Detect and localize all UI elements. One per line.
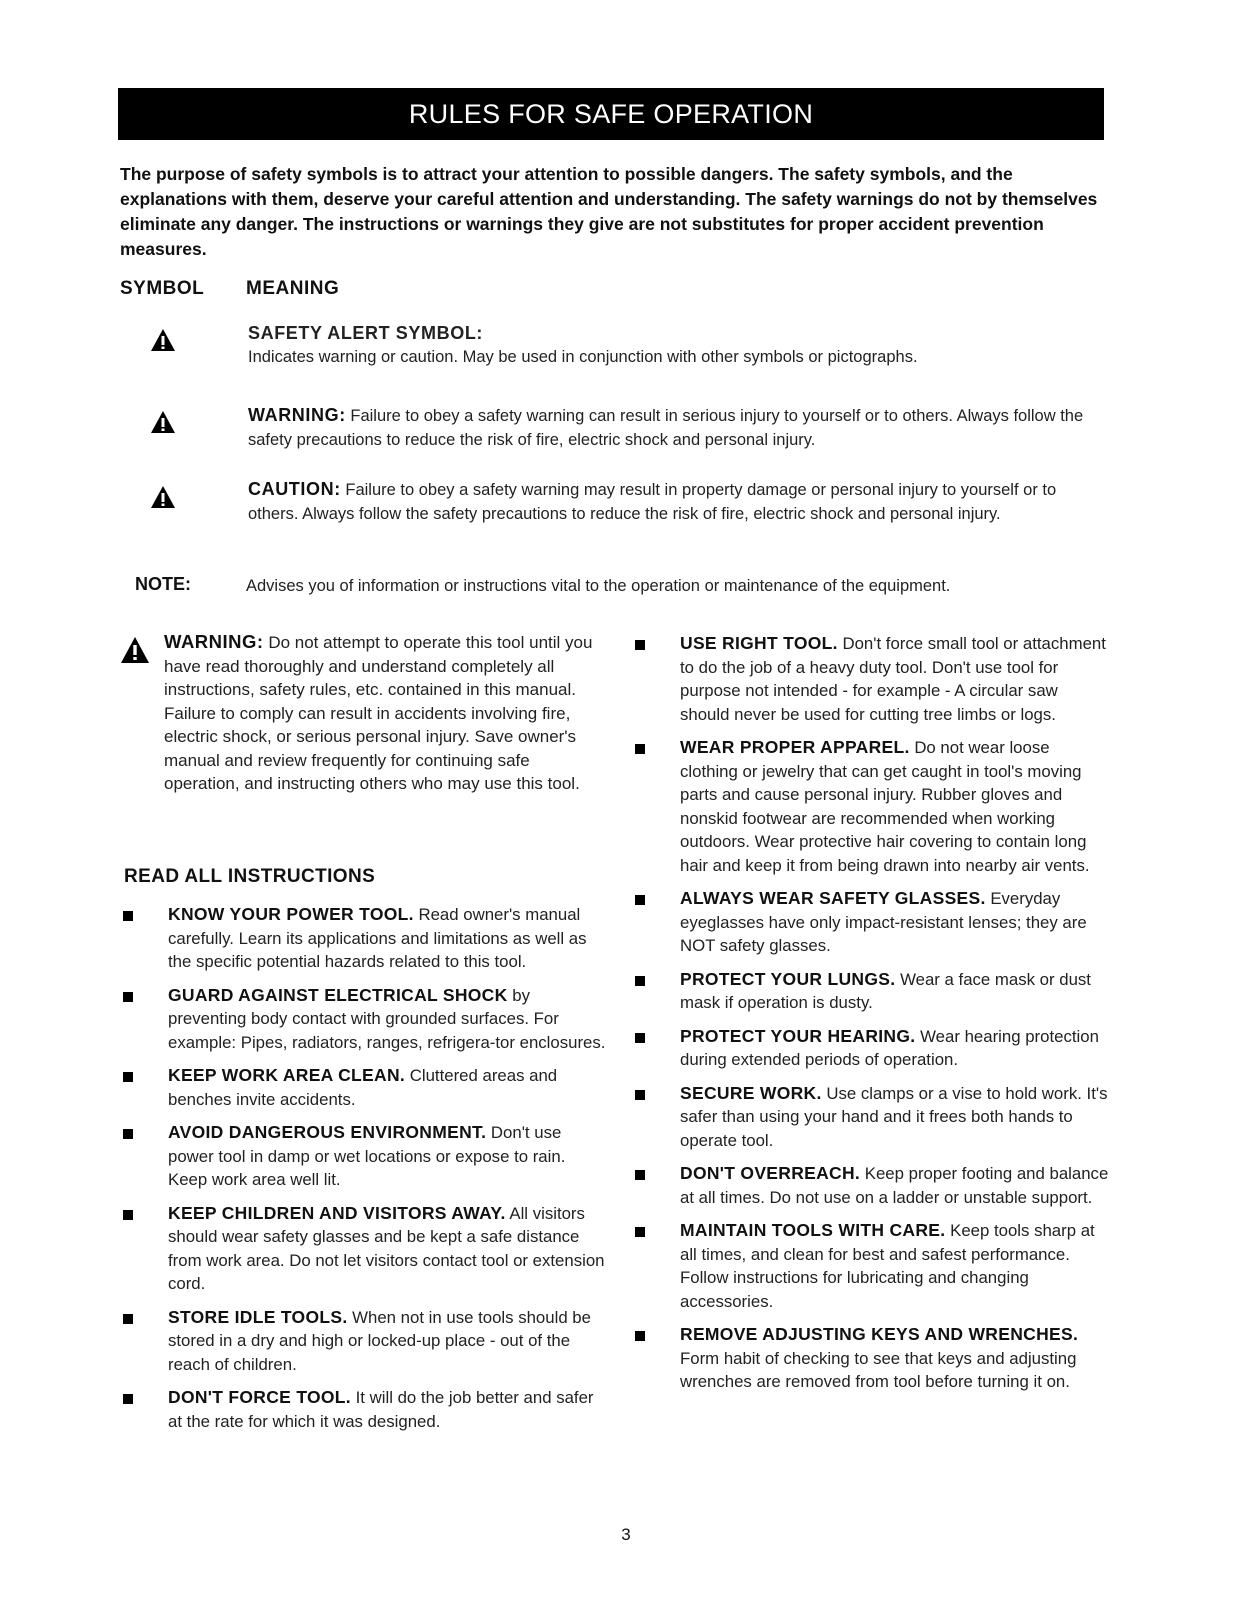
page-number: 3 bbox=[621, 1525, 631, 1544]
list-item: WEAR PROPER APPAREL. Do not wear loose clothing or jewelry that can get caught in tool's moving parts and cause personal injury. Rubber gloves and nonskid footwear are recommended when working outdoors. Wear protective hair covering to contain long hair and keep it from being drawn into nearby air vents. bbox=[630, 736, 1110, 877]
bullet-square-icon bbox=[635, 1170, 645, 1180]
meaning-column-header: MEANING bbox=[246, 278, 340, 299]
safety-alert-icon bbox=[150, 328, 176, 352]
bullet-square-icon bbox=[123, 1394, 133, 1404]
bullet-square-icon bbox=[635, 1090, 645, 1100]
list-item: ALWAYS WEAR SAFETY GLASSES. Everyday eyeglasses have only impact-resistant lenses; they are NOT safety glasses. bbox=[630, 887, 1110, 958]
list-item: DON'T OVERREACH. Keep proper footing and balance at all times. Do not use on a ladder or unstable support. bbox=[630, 1162, 1110, 1209]
bullet-square-icon bbox=[123, 1072, 133, 1082]
left-rules-list bbox=[118, 903, 608, 1433]
list-item: USE RIGHT TOOL. Don't force small tool or attachment to do the job of a heavy duty tool. Don't use tool for purpose not intended - for example - A circular saw should never be used for cutting tree limbs or logs. bbox=[630, 632, 1110, 726]
warning-alert-icon bbox=[150, 410, 176, 434]
bullet-square-icon bbox=[635, 1033, 645, 1043]
bullet-square-icon bbox=[123, 1314, 133, 1324]
note-text: Advises you of information or instructions vital to the operation or maintenance of the equipment. bbox=[246, 577, 951, 595]
bullet-square-icon bbox=[635, 744, 645, 754]
bullet-square-icon bbox=[635, 895, 645, 905]
bullet-square-icon bbox=[635, 976, 645, 986]
list-item: KEEP WORK AREA CLEAN. Cluttered areas and benches invite accidents. bbox=[118, 1064, 608, 1111]
bullet-square-icon bbox=[123, 1129, 133, 1139]
list-item: PROTECT YOUR LUNGS. Wear a face mask or dust mask if operation is dusty. bbox=[630, 968, 1110, 1015]
symbol-row-safety-alert bbox=[248, 321, 1098, 369]
intro-paragraph: The purpose of safety symbols is to attract your attention to possible dangers. The safety symbols, and the explanations with them, deserve your careful attention and understanding. The safety warnings do not by themselves eliminate any danger. The instructions or warnings they give are not substitutes for proper accident prevention measures. bbox=[120, 164, 1098, 259]
bullet-square-icon bbox=[123, 911, 133, 921]
symbol-description: Indicates warning or caution. May be used in conjunction with other symbols or pictographs. bbox=[248, 348, 918, 366]
symbol-row-caution bbox=[248, 477, 1098, 526]
page-banner: RULES FOR SAFE OPERATION bbox=[118, 88, 1104, 140]
caution-alert-icon bbox=[150, 485, 176, 509]
list-item: SECURE WORK. Use clamps or a vise to hold work. It's safer than using your hand and it frees both hands to operate tool. bbox=[630, 1082, 1110, 1153]
note-label: NOTE: bbox=[135, 574, 191, 594]
bullet-square-icon bbox=[635, 1227, 645, 1237]
bullet-square-icon bbox=[635, 1331, 645, 1341]
list-item: DON'T FORCE TOOL. It will do the job better and safer at the rate for which it was designed. bbox=[118, 1386, 608, 1433]
bullet-square-icon bbox=[635, 640, 645, 650]
read-all-instructions-heading: READ ALL INSTRUCTIONS bbox=[124, 866, 376, 887]
list-item: KNOW YOUR POWER TOOL. Read owner's manual carefully. Learn its applications and limitations as well as the specific potential hazards related to this tool. bbox=[118, 903, 608, 974]
list-item: REMOVE ADJUSTING KEYS AND WRENCHES. Form habit of checking to see that keys and adjusting wrenches are removed from tool before turning it on. bbox=[630, 1323, 1110, 1394]
symbol-row-warning bbox=[248, 403, 1098, 452]
right-rules-list bbox=[630, 632, 1110, 1394]
warning-body: Do not attempt to operate this tool until you have read thoroughly and understand completely all instructions, safety rules, etc. contained in this manual. Failure to comply can result in accidents involving fire, electric shock, or serious personal injury. Save owner's manual and review frequently for continuing safe operation, and instructing others who may use this tool. bbox=[164, 633, 593, 793]
symbol-title: WARNING: bbox=[248, 405, 346, 425]
list-item: PROTECT YOUR HEARING. Wear hearing protection during extended periods of operation. bbox=[630, 1025, 1110, 1072]
list-item: STORE IDLE TOOLS. When not in use tools should be stored in a dry and high or locked-up place - out of the reach of children. bbox=[118, 1306, 608, 1377]
symbol-column-header: SYMBOL bbox=[120, 278, 205, 299]
bullet-square-icon bbox=[123, 1210, 133, 1220]
list-item: KEEP CHILDREN AND VISITORS AWAY. All visitors should wear safety glasses and be kept a safe distance from work area. Do not let visitors contact tool or extension cord. bbox=[118, 1202, 608, 1296]
symbol-description: Failure to obey a safety warning may result in property damage or personal injury to yourself or to others. Always follow the safety precautions to reduce the risk of fire, electric shock and personal injury. bbox=[248, 481, 1057, 523]
warning-title: WARNING: bbox=[164, 631, 264, 652]
list-item: MAINTAIN TOOLS WITH CARE. Keep tools sharp at all times, and clean for best and safest performance. Follow instructions for lubricating and changing accessories. bbox=[630, 1219, 1110, 1313]
symbol-description: Failure to obey a safety warning can result in serious injury to yourself or to others. Always follow the safety precautions to reduce the risk of fire, electric shock and personal injury. bbox=[248, 407, 1084, 449]
symbol-title: CAUTION: bbox=[248, 479, 341, 499]
symbol-title: SAFETY ALERT SYMBOL: bbox=[248, 323, 484, 343]
list-item: AVOID DANGEROUS ENVIRONMENT. Don't use power tool in damp or wet locations or expose to rain. Keep work area well lit. bbox=[118, 1121, 608, 1192]
warning-block bbox=[120, 630, 600, 796]
warning-alert-icon bbox=[120, 636, 150, 664]
bullet-square-icon bbox=[123, 992, 133, 1002]
list-item: GUARD AGAINST ELECTRICAL SHOCK by preventing body contact with grounded surfaces. For example: Pipes, radiators, ranges, refrigera-tor enclosures. bbox=[118, 984, 608, 1055]
